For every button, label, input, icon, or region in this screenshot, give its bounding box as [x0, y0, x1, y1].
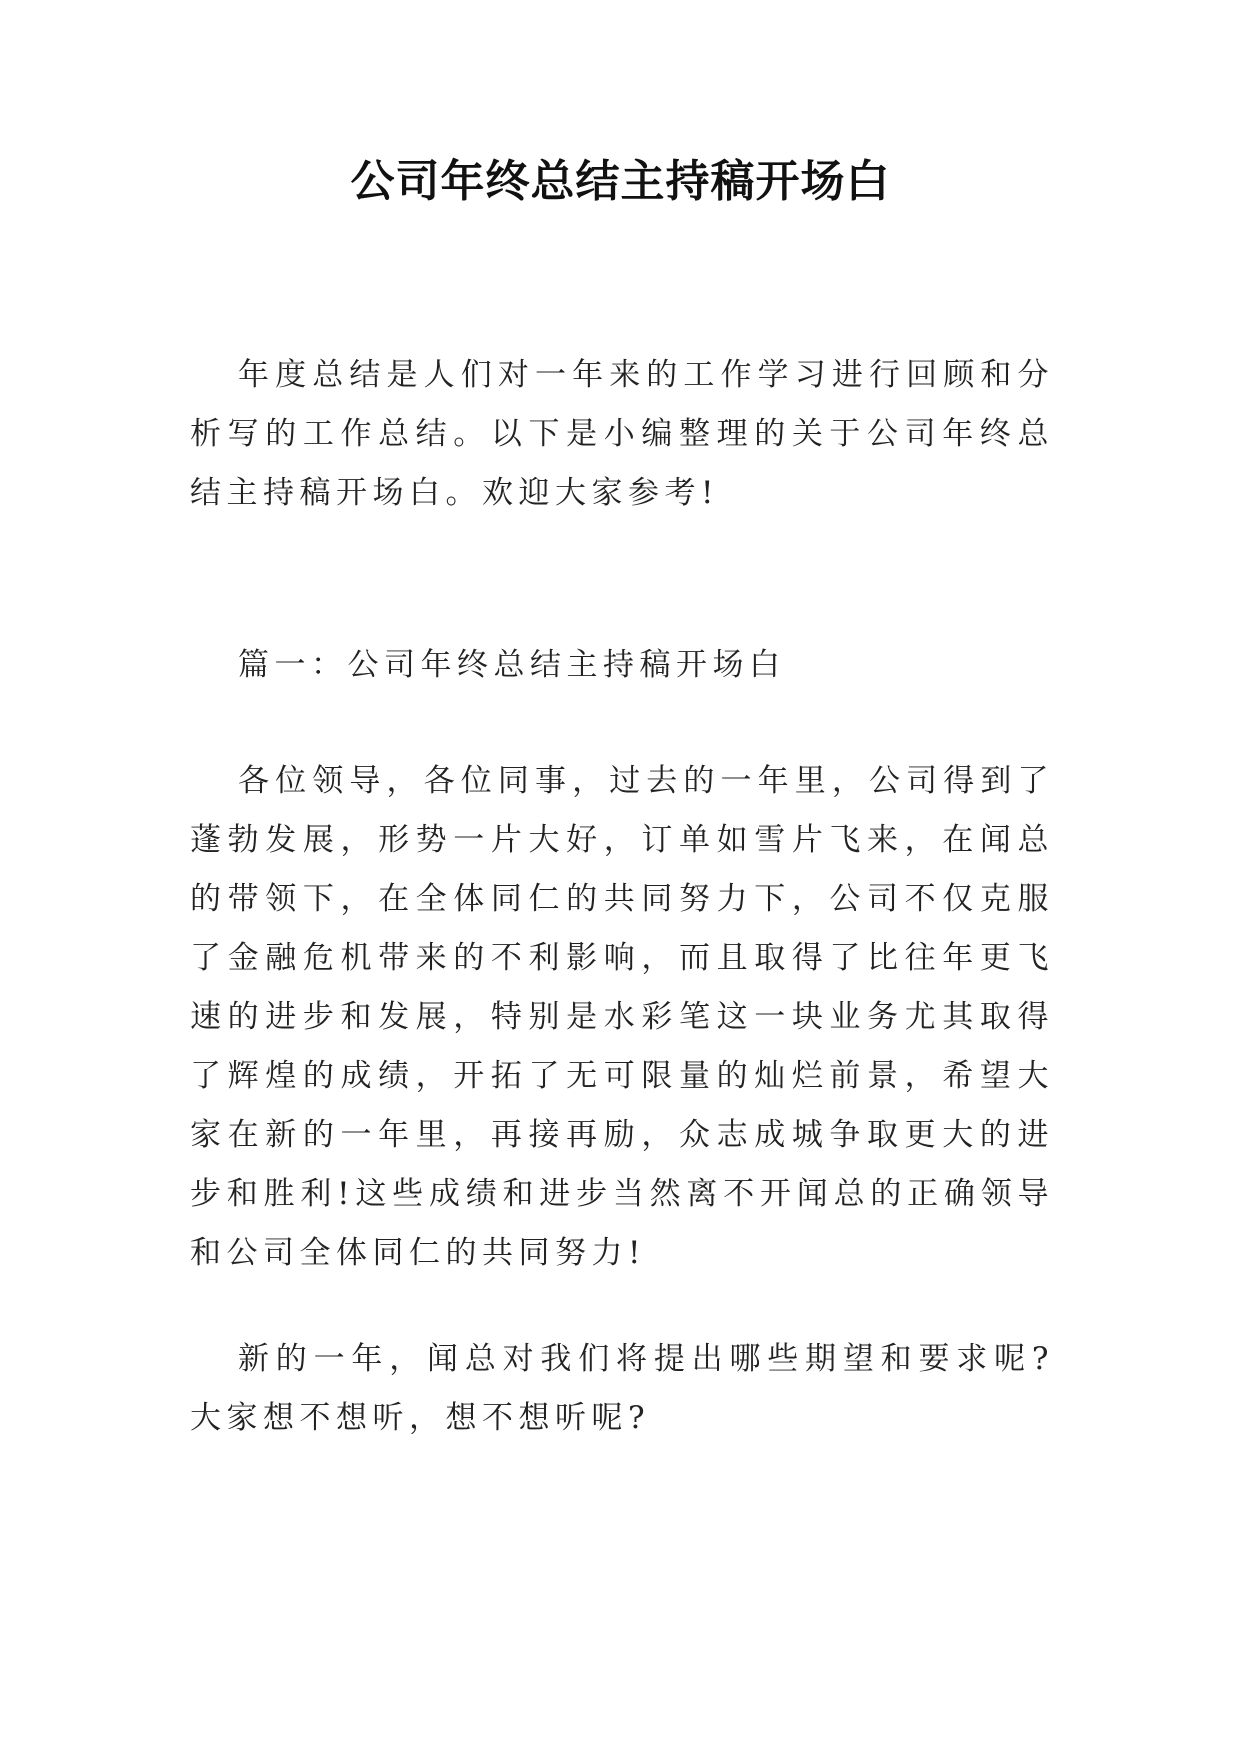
- document-title: 公司年终总结主持稿开场白: [350, 156, 891, 207]
- intro-paragraph: 年度总结是人们对一年来的工作学习进行回顾和分析写的工作总结。以下是小编整理的关于公司年终总结主持稿开场白。欢迎大家参考!: [190, 357, 1054, 511]
- body-paragraph: 新的一年，闻总对我们将提出哪些期望和要求呢?大家想不想听，想不想听呢?: [190, 1341, 1054, 1436]
- section-heading: 篇一：公司年终总结主持稿开场白: [238, 647, 786, 683]
- body-paragraph: 各位领导，各位同事，过去的一年里，公司得到了蓬勃发展，形势一片大好，订单如雪片飞来，在闻总的带领下，在全体同仁的共同努力下，公司不仅克服了金融危机带来的不利影响，而且取得了比往年更飞速的进步和发展，特别是水彩笔这一块业务尤其取得了辉煌的成绩，开拓了无可限量的灿烂前景，希望大家在新的一年里，再接再励，众志成城争取更大的进步和胜利!这些成绩和进步当然离不开闻总的正确领导和公司全体同仁的共同努力!: [190, 763, 1054, 1271]
